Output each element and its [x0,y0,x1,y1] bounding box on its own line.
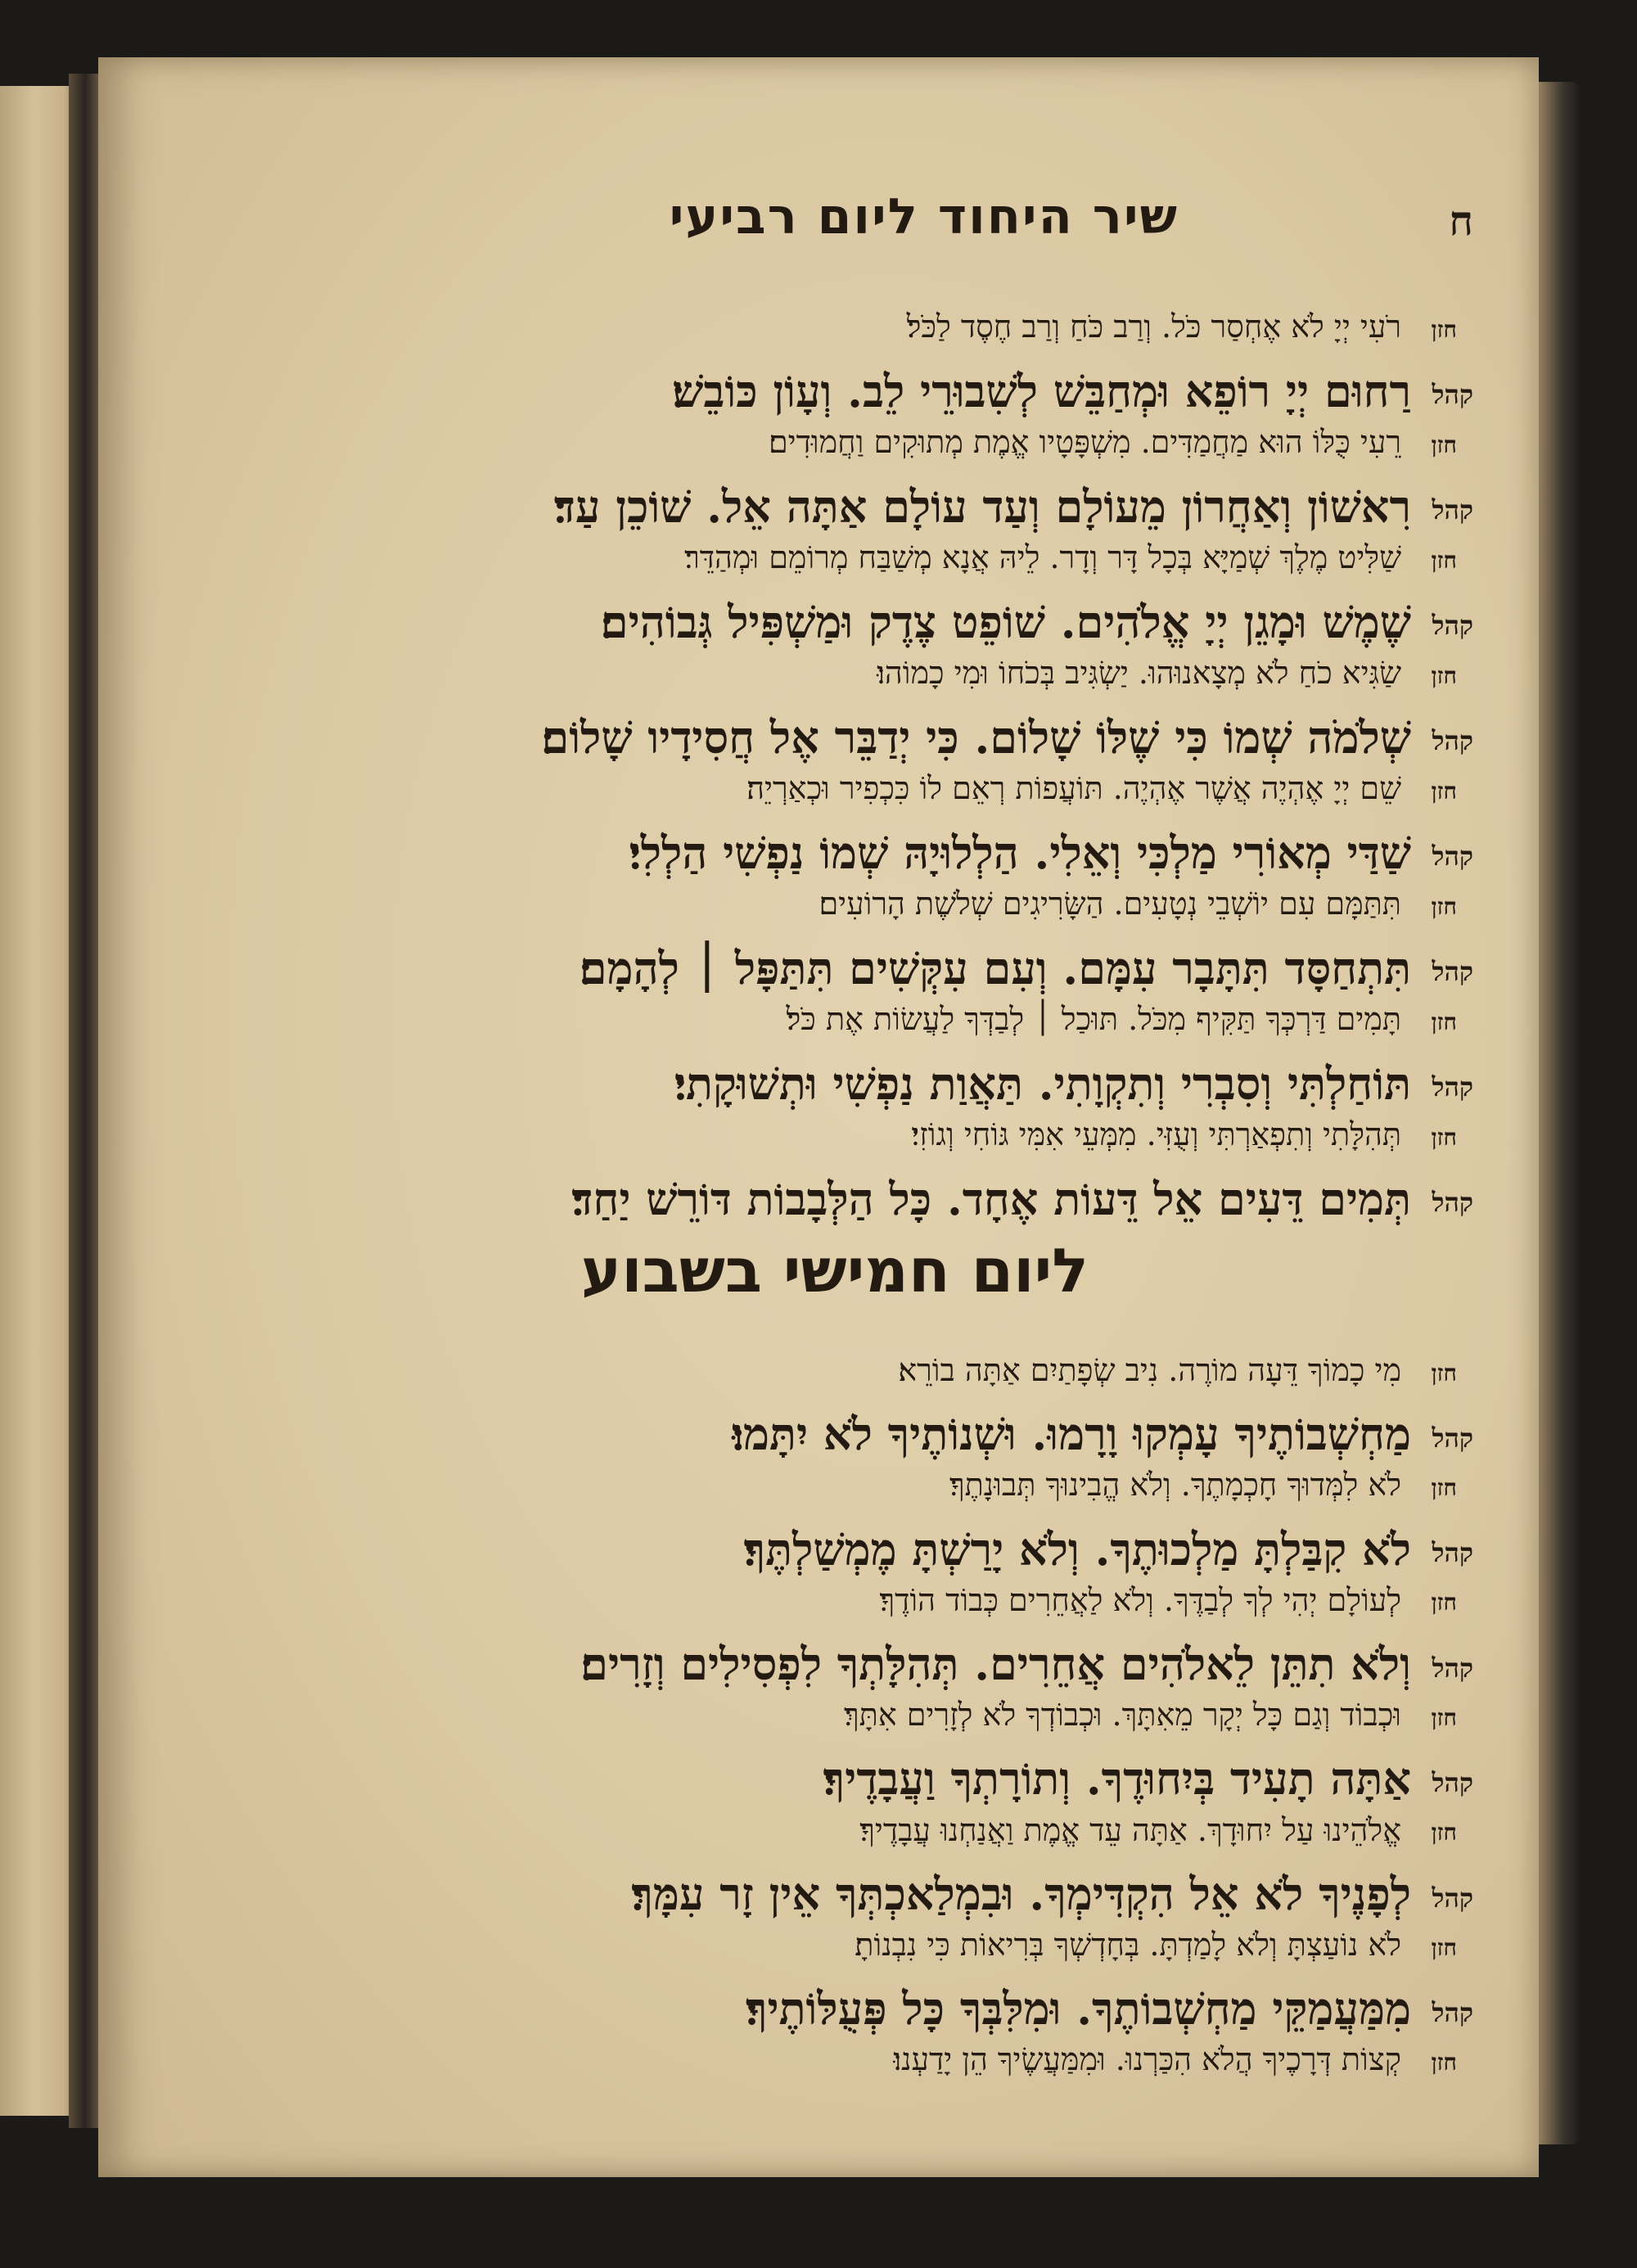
line-text: קְצוֹת דְּרָכֶיךָ הֲלֹא הִכַּרְנוּ. וּמִמַּעֲשֶׂיךָ הֵן יָדַעְנוּ׃ [893,2041,1401,2078]
line-text: תִּתַּמָּם עִם יוֹשְׁבֵי נְטָעִים. הַשָּׂרִיגִים שְׁלֹשֶׁת הָרוֹעִים׃ [818,886,1401,922]
line-text: שֶׁמֶשׁ וּמָגֵן יְיָ אֱלֹהִים. שׁוֹפֵט צֶדֶק וּמַשְׁפִּיל גְּבוֹהִים׃ [600,595,1411,648]
line-text: תִּתְחַסָּד תִּתָּבָר עִמָּם. וְעִם עִקְּשִׁים תִּתַּפָּל ׀ לְהָמָם׃ [579,941,1411,994]
kahal-line [196,941,1473,994]
line-text: תְּהִלָּתִי וְתִפְאַרְתִּי וְעֻזִּי. מִמְּעֵי אִמִּי גּוֹחִי וְגוֹזִי׃ [911,1116,1401,1152]
line-text: לְפָנֶיךָ לֹא אֵל הִקְדִּימְךָ. וּבִמְלַאכְתְּךָ אֵין זָר עִמָּךְ׃ [631,1867,1411,1920]
chazan-line [196,1116,1473,1152]
line-role-label: קהל [1432,1652,1473,1684]
line-role-label: חזן [1431,1589,1457,1616]
line-role-label: חזן [1431,431,1457,458]
line-role-label: חזן [1431,1819,1457,1846]
page-header [196,180,1473,270]
page-number: ח [1449,196,1473,245]
chazan-line [196,426,1473,458]
kahal-line [196,1057,1473,1110]
line-text: רֹעִי יְיָ לֹא אֶחְסַר כֹּל. וְרַב כֹּחַ וְרַב חֶסֶד לַכֹּל׃ [906,309,1401,345]
line-role-label: קהל [1432,610,1473,642]
kahal-line [196,1172,1473,1225]
line-role-label: קהל [1432,1997,1473,2029]
line-role-label: קהל [1432,725,1473,757]
line-role-label: חזן [1431,777,1457,805]
line-role-label: חזן [1431,2048,1457,2076]
kahal-line [196,364,1473,417]
line-text: לֹא לִמְּדוּךָ חָכְמָתֶךָ. וְלֹא הֱבִינוּךָ תְּבוּנָתֶךָ׃ [949,1467,1401,1504]
chazan-line [196,1697,1473,1734]
line-text: תּוֹחַלְתִּי וְסִבְרִי וְתִקְוָתִי. תַּאֲוַת נַפְשִׁי וּתְשׁוּקָתִי׃ [674,1057,1411,1110]
chazan-line [196,1927,1473,1963]
chazan-line [196,1811,1473,1848]
kahal-line [196,1752,1473,1806]
chazan-line [196,1467,1473,1504]
line-role-label: חזן [1431,892,1457,920]
line-role-label: חזן [1431,1473,1457,1501]
line-role-label: קהל [1432,379,1473,411]
kahal-line [196,826,1473,879]
line-role-label: קהל [1432,1767,1473,1799]
kahal-line [196,1867,1473,1920]
kahal-line [196,1522,1473,1576]
line-role-label: חזן [1431,546,1457,574]
line-text: לֹא קִבַּלְתָּ מַלְכוּתֶךָ. וְלֹא יָרַשְׁתָּ מֶמְשַׁלְתֶּךָ׃ [743,1522,1411,1576]
line-text: תָּמִים דַּרְכְּךָ תַּקִּיף מִכֹּל. תּוּכַל ׀ לְבַדְּךָ לַעֲשׂוֹת אֶת כֹּל׃ [786,1001,1401,1037]
line-role-label: חזן [1431,1703,1457,1731]
chazan-line [196,539,1473,575]
line-role-label: קהל [1432,1423,1473,1454]
chazan-line [196,1352,1473,1388]
line-text: וְלֹא תִתֵּן לֵאלֹהִים אֲחֵרִים. תְּהִלָּתְךָ לִפְסִילִים וְזָרִים׃ [580,1638,1411,1690]
line-text: תְּמִים דֵּעִים אֵל דֵּעוֹת אֶחָד. כָּל הַלְּבָבוֹת דּוֹרֵשׁ יַחַד׃ [571,1172,1411,1225]
line-role-label: חזן [1431,1008,1457,1035]
kahal-line [196,1638,1473,1690]
line-text: אַתָּה תָעִיד בְּיִחוּדֶךָ. וְתוֹרָתְךָ וַעֲבָדֶיךָ׃ [823,1752,1411,1806]
line-text: רַחוּם יְיָ רוֹפֵא וּמְחַבֵּשׁ לְשִׁבוּרֵי לֵב. וְעָוֹן כּוֹבֵשׁ׃ [672,364,1411,417]
line-role-label: חזן [1431,315,1457,343]
line-text: רִאשׁוֹן וְאַחֲרוֹן מֵעוֹלָם וְעַד עוֹלָם אַתָּה אֵל. שׁוֹכֵן עַד׃ [553,480,1411,533]
kahal-line [196,1408,1473,1461]
line-role-label: קהל [1432,1537,1473,1569]
line-text: לְעוֹלָם יְהִי לְךָ לְבַדֶּךָ. וְלֹא לַאֲחֵרִים כְּבוֹד הוֹדֶךָ׃ [879,1581,1401,1618]
line-text: שַׁדַּי מְאוֹרִי מַלְכִּי וְאֵלִי. הַלְלוּיָהּ שְׁמוֹ נַפְשִׁי הַלְלִי׃ [629,826,1411,879]
line-text: לֹא נוֹעַצְתָּ וְלֹא לָמַדְתָּ. בְּחָדְשְׁךָ בְּרִיאוֹת כִּי נִבְנוֹתָ׃ [855,1927,1401,1963]
book-page [98,57,1539,2177]
page-content [196,57,1473,2177]
chazan-line [196,655,1473,691]
line-text: שַׁלִּיט מֶלֶךְ שְׁמַיָּא בְּכָל דָּר וְדָר. לֵיהּ אֲנָא מְשַׁבַּח מְרוֹמֵם וּמְהַדֵּר׃ [684,539,1401,575]
chazan-line [196,1003,1473,1035]
line-text: מַחְשְׁבוֹתֶיךָ עָמְקוּ וָרָמוּ. וּשְׁנוֹתֶיךָ לֹא יִתָּמוּ׃ [732,1408,1411,1461]
line-role-label: קהל [1432,1187,1473,1219]
chazan-line [196,309,1473,345]
kahal-line [196,1982,1473,2036]
book-gutter [69,74,101,2128]
line-role-label: קהל [1432,1882,1473,1914]
left-page-edge [0,86,75,2116]
line-role-label: חזן [1431,1123,1457,1151]
line-text: אֱלֹהֵינוּ עַל יִחוּדָךְ. אַתָּה עֵד אֱמֶת וַאֲנַחְנוּ עֲבָדֶיךָ׃ [859,1811,1401,1848]
line-text: מִי כָמוֹךָ דֵּעָה מוֹרֶה. נִיב שְׂפָתַיִם אַתָּה בוֹרֵא׃ [898,1352,1401,1388]
kahal-line [196,480,1473,533]
line-role-label: חזן [1431,661,1457,689]
line-role-label: קהל [1432,956,1473,988]
line-role-label: חזן [1431,1359,1457,1387]
kahal-line [196,595,1473,648]
line-text: רֵעִי כֻּלּוֹ הוּא מַחֲמַדִּים. מִשְׁפָּטָיו אֱמֶת מְתוּקִים וַחֲמוּדִים׃ [768,424,1401,460]
line-text: שֵׁם יְיָ אֶהְיֶה אֲשֶׁר אֶהְיֶה. תּוֹעֲפוֹת רְאֵם לוֹ כִּכְפִיר וּכְאַרְיֵה׃ [746,770,1401,806]
line-text: וּכְבוֹד וְגַם כָּל יְקָר מֵאִתָּךְ. וּכְבוֹדְךָ לֹא לְזָרִים אִתָּךְ׃ [844,1697,1401,1734]
line-text: שְׁלֹמֹה שְׁמוֹ כִּי שֶׁלּוֹ שָׁלוֹם. כִּי יְדַבֵּר אֶל חֲסִידָיו שָׁלוֹם׃ [541,710,1411,764]
chazan-line [196,770,1473,806]
line-text: מִמַּעֲמַקֵּי מַחְשְׁבוֹתֶךָ. וּמִלִּבְּךָ כָּל פְּעֻלּוֹתֶיךָ׃ [745,1982,1411,2036]
line-role-label: קהל [1432,494,1473,526]
chazan-line [196,886,1473,922]
line-text: שַׂגִּיא כֹחַ לֹא מְצָאנוּהוּ. יַשְׂגִּיב בְּכֹחוֹ וּמִי כָמוֹהוּ׃ [877,655,1401,691]
chazan-line [196,2041,1473,2078]
line-role-label: קהל [1432,1071,1473,1103]
running-head: שיר היחוד ליום רביעי [669,188,1179,246]
section-title: ליום חמישי בשבוע [580,1236,1089,1306]
line-role-label: חזן [1431,1933,1457,1961]
kahal-line [196,710,1473,764]
line-role-label: קהל [1432,841,1473,872]
chazan-line [196,1581,1473,1618]
